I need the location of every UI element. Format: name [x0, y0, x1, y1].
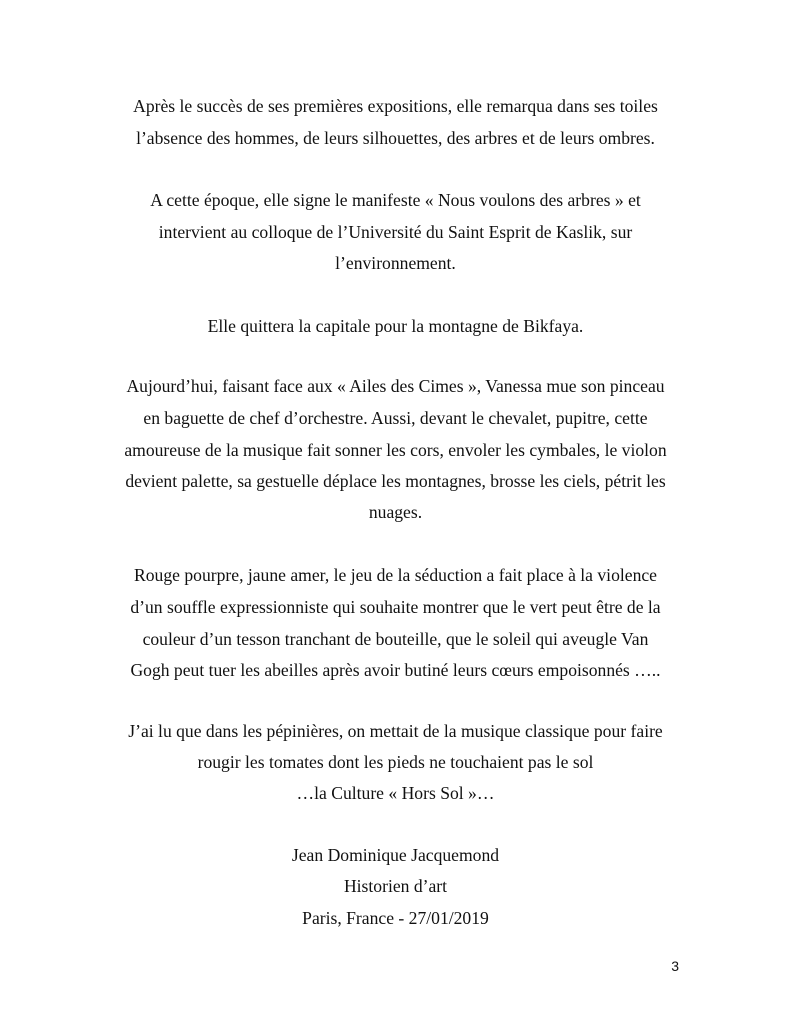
- text-line: …la Culture « Hors Sol »…: [296, 783, 495, 803]
- author-title: Historien d’art: [343, 876, 448, 896]
- text-line: J’ai lu que dans les pépinières, on mettait de la musique classique pour faire: [128, 721, 663, 741]
- text-line: rougir les tomates dont les pieds ne touchaient pas le sol: [197, 752, 594, 772]
- text-line: Après le succès de ses premières expositions, elle remarqua dans ses toiles: [133, 96, 658, 116]
- text-line: d’un souffle expressionniste qui souhaite montrer que le vert peut être de la: [130, 597, 661, 617]
- text-line: intervient au colloque de l’Université du Saint Esprit de Kaslik, sur: [158, 222, 633, 242]
- text-line: Rouge pourpre, jaune amer, le jeu de la séduction a fait place à la violence: [134, 565, 657, 585]
- text-line: couleur d’un tesson tranchant de bouteille, que le soleil qui aveugle Van: [142, 629, 649, 649]
- text-line: Gogh peut tuer les abeilles après avoir butiné leurs cœurs empoisonnés …..: [130, 660, 661, 680]
- text-line: Elle quittera la capitale pour la montagne de Bikfaya.: [207, 316, 584, 336]
- text-line: l’environnement.: [335, 253, 456, 273]
- text-line: devient palette, sa gestuelle déplace les montagnes, brosse les ciels, pétrit les: [125, 471, 666, 491]
- text-line: A cette époque, elle signe le manifeste « Nous voulons des arbres » et: [150, 190, 641, 210]
- place-date: Paris, France - 27/01/2019: [302, 908, 489, 928]
- text-line: Aujourd’hui, faisant face aux « Ailes des Cimes », Vanessa mue son pinceau: [126, 376, 665, 396]
- author-name: Jean Dominique Jacquemond: [291, 845, 500, 865]
- text-line: en baguette de chef d’orchestre. Aussi, devant le chevalet, pupitre, cette: [143, 408, 648, 428]
- text-line: l’absence des hommes, de leurs silhouettes, des arbres et de leurs ombres.: [136, 128, 655, 148]
- text-line: nuages.: [368, 502, 423, 522]
- page-number: 3: [671, 958, 679, 974]
- text-line: amoureuse de la musique fait sonner les cors, envoler les cymbales, le violon: [124, 440, 667, 460]
